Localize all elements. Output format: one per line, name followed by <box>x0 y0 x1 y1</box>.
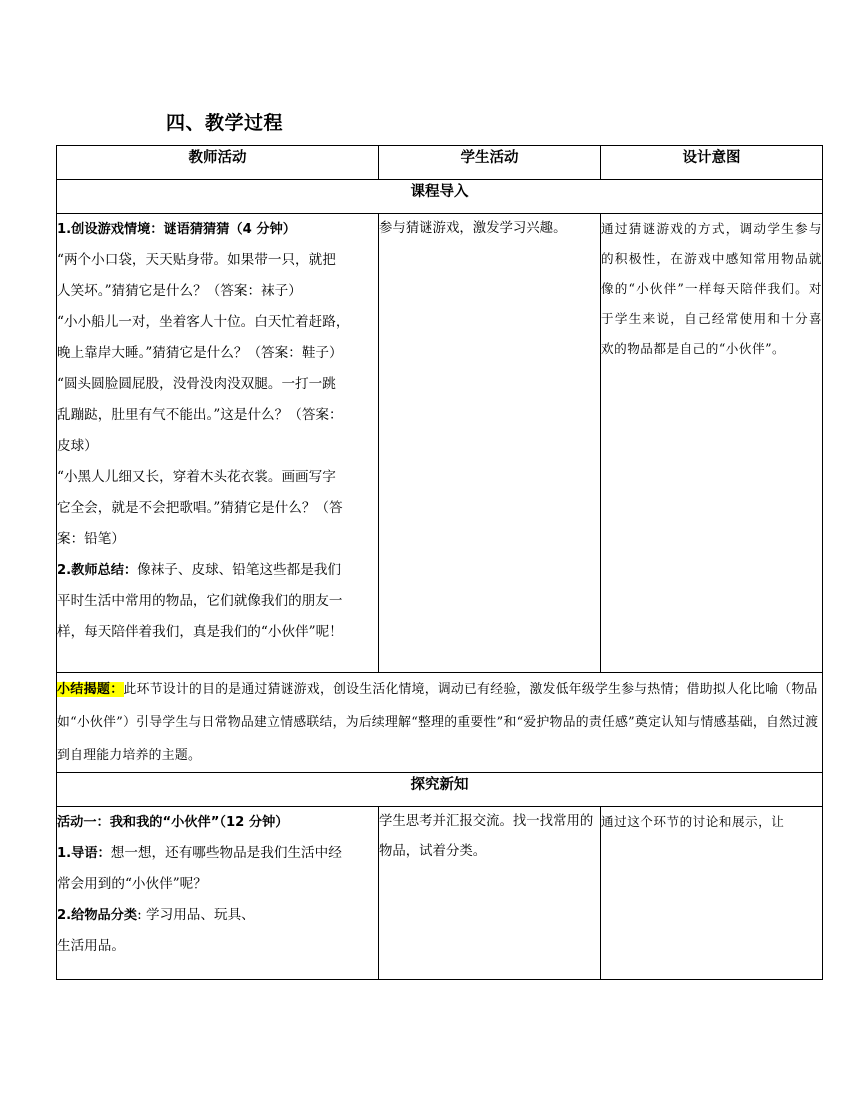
riddle-line: 案：铅笔） <box>57 531 125 547</box>
summary-text: 此环节设计的目的是通过猜谜游戏，创设生活化情境，调动已有经验，激发低年级学生参与热情；借助拟人化比喻（物品如“小伙伴”）引导学生与日常物品建立情感联结，为后续理解“整理的重要性”和“爱护物品的责任感”奠定认知与情感基础，自然过渡到自理能力培养的主题。 <box>57 682 819 763</box>
student-activity-cell: 参与猜谜游戏，激发学习兴趣。 <box>379 214 601 673</box>
riddle-line: 它全会，就是不会把歌唱。”猜猜它是什么？（答 <box>57 500 343 516</box>
table-header-row <box>57 146 823 180</box>
item-title: 2.给物品分类 <box>57 908 138 923</box>
riddle-line: “两个小口袋，天天贴身带。如果带一只，就把 <box>57 252 336 268</box>
text-line: : 学习用品、玩具、 <box>137 907 255 923</box>
section-title-intro: 课程导入 <box>57 180 823 214</box>
teaching-process-table <box>56 145 823 980</box>
item-title: 1.导语： <box>57 846 111 861</box>
col-header-design: 设计意图 <box>601 146 823 180</box>
summary-row <box>57 673 823 773</box>
summary-label: 小结揭题： <box>57 682 124 697</box>
section-row-explore <box>57 773 823 807</box>
design-intent-cell: 通过猜谜游戏的方式，调动学生参与的积极性，在游戏中感知常用物品就像的“小伙伴”一样每天陪伴我们。对于学生来说，自己经常使用和十分喜欢的物品都是自己的“小伙伴”。 <box>601 214 823 673</box>
riddle-line: “小黑人儿细又长，穿着木头花衣裳。画画写字 <box>57 469 336 485</box>
summary-line: 像袜子、皮球、铅笔这些都是我们 <box>137 562 342 578</box>
col-header-student: 学生活动 <box>379 146 601 180</box>
riddle-line: 皮球） <box>57 438 98 454</box>
riddle-line: “小小船儿一对，坐着客人十位。白天忙着赶路， <box>57 314 350 330</box>
text-line: 想一想，还有哪些物品是我们生活中经 <box>110 845 342 861</box>
riddle-line: 乱蹦跶，肚里有气不能出。”这是什么？（答案： <box>57 407 343 423</box>
summary-line: 平时生活中常用的物品，它们就像我们的朋友一 <box>57 593 343 609</box>
text-line: 生活用品。 <box>57 938 125 954</box>
student-activity-cell: 学生思考并汇报交流。找一找常用的物品，试着分类。 <box>379 807 601 980</box>
teacher-activity-cell <box>57 807 379 980</box>
section-row-intro <box>57 180 823 214</box>
riddle-line: 晚上靠岸大睡。”猜猜它是什么？（答案：鞋子） <box>57 345 343 361</box>
design-intent-cell: 通过这个环节的讨论和展示，让 <box>601 807 823 980</box>
col-header-teacher: 教师活动 <box>57 146 379 180</box>
item-title: 1.创设游戏情境：谜语猜猜猜（4 分钟） <box>57 222 296 237</box>
section-heading: 四、教学过程 <box>166 112 284 134</box>
riddle-line: 人笑坏。”猜猜它是什么？（答案：袜子） <box>57 283 302 299</box>
section-title-explore: 探究新知 <box>57 773 823 807</box>
activity-title: 活动一：我和我的“小伙伴”（12 分钟） <box>57 815 289 830</box>
summary-line: 样，每天陪伴着我们，真是我们的“小伙伴”呢！ <box>57 624 343 640</box>
item-title: 2.教师总结： <box>57 563 138 578</box>
text-line: 常会用到的“小伙伴”呢？ <box>57 876 207 892</box>
teacher-activity-cell <box>57 214 379 673</box>
summary-cell <box>57 673 823 773</box>
table-row <box>57 807 823 980</box>
riddle-line: “圆头圆脸圆屁股，没骨没肉没双腿。一打一跳 <box>57 376 336 392</box>
table-row <box>57 214 823 673</box>
